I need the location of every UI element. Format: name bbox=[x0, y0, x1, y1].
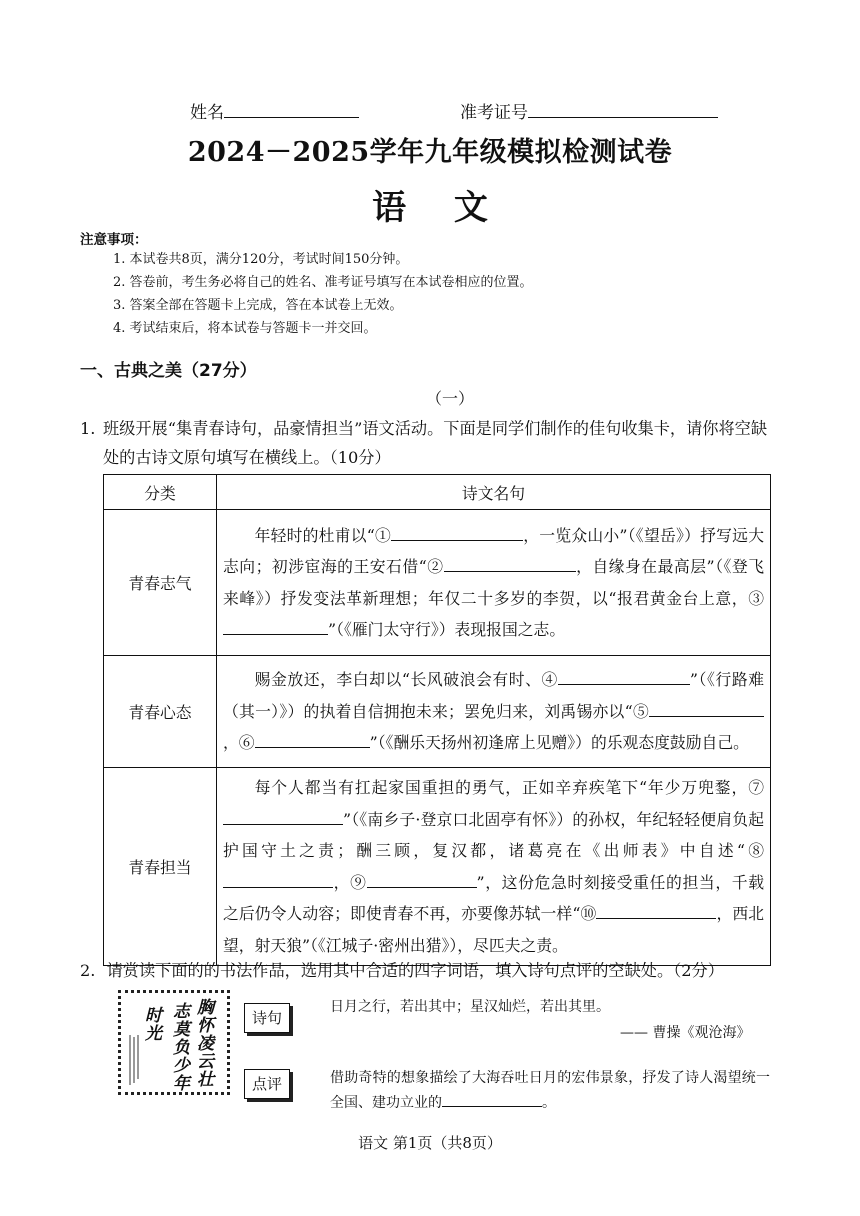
poem-author: —— 曹操《观沧海》 bbox=[620, 1025, 751, 1041]
text-segment: 赐金放还，李白却以“长风破浪会有时、④ bbox=[254, 670, 558, 690]
question-1 bbox=[80, 414, 770, 472]
header-category: 分类 bbox=[104, 475, 217, 510]
text-segment: 每个人都当有扛起家国重担的勇气，正如辛弃疾笔下“年少万兜鍪，⑦ bbox=[254, 778, 764, 797]
exam-title: 2024－2025学年九年级模拟检测试卷 bbox=[187, 137, 673, 168]
text-segment: ”（《行路难（其一）》）的执着自信拥抱未来；罢免归来，刘禹锡亦以“⑤ bbox=[223, 670, 764, 721]
answer-blank-3[interactable] bbox=[223, 634, 328, 635]
notice-title: 注意事项： bbox=[80, 232, 148, 248]
row-content bbox=[217, 510, 771, 656]
poem-line: 日月之行，若出其中；星汉灿烂，若出其里。 bbox=[330, 999, 610, 1015]
page-footer: 语文 第1页（共8页） bbox=[358, 1134, 502, 1152]
question-text: 请赏读下面的的书法作品，选用其中合适的四字词语，填入诗句点评的空缺处。（2分） bbox=[106, 961, 724, 980]
text-segment: ，西北望，射天狼”（《江城子·密州出猎》），尽匹夫之责。 bbox=[223, 904, 764, 955]
review-end: 。 bbox=[542, 1095, 556, 1111]
row-category: 青春志气 bbox=[104, 510, 217, 656]
answer-blank-1[interactable] bbox=[391, 540, 523, 541]
review-text bbox=[330, 1066, 770, 1116]
question-number: 2. bbox=[80, 961, 96, 980]
name-blank[interactable] bbox=[224, 117, 359, 118]
text-segment: ，⑨ bbox=[333, 872, 367, 892]
table-row bbox=[104, 510, 771, 656]
text-segment: ”（《雁门太守行》）表现报国之志。 bbox=[328, 620, 566, 639]
name-field[interactable] bbox=[190, 98, 359, 123]
text-segment: 年轻时的杜甫以“① bbox=[254, 525, 392, 545]
exam-id-blank[interactable] bbox=[528, 117, 718, 118]
tag-review: 点评 bbox=[244, 1069, 290, 1099]
answer-blank-7[interactable] bbox=[223, 824, 343, 825]
question-text: 班级开展“集青春诗句，品豪情担当”语文活动。下面是同学们制作的佳句收集卡，请你将空缺处的古诗文原句填写在横线上。（10分） bbox=[103, 419, 768, 467]
calligraphy-artwork bbox=[118, 990, 230, 1095]
notice-item: 1. 本试卷共8页，满分120分，考试时间150分钟。 bbox=[113, 252, 409, 267]
table-row bbox=[104, 768, 771, 966]
text-segment: ”（《南乡子·登京口北固亭有怀》）的孙权，年纪轻轻便肩负起护国守土之责；酬三顾，复汉都，诸葛亮在《出师表》中自述“⑧ bbox=[223, 809, 764, 860]
subpart-heading: （一） bbox=[425, 389, 474, 408]
text-segment: ，⑥ bbox=[223, 733, 255, 753]
subject-title: 语 文 bbox=[372, 188, 506, 228]
table-row bbox=[104, 656, 771, 768]
notice-item: 4. 考试结束后，将本试卷与答题卡一并交回。 bbox=[113, 321, 377, 336]
calligraphy-column: 胸怀凌云壮 bbox=[197, 998, 214, 1090]
answer-blank-2[interactable] bbox=[444, 571, 576, 572]
notice-item: 2. 答卷前，考生务必将自己的姓名、准考证号填写在本试卷相应的位置。 bbox=[113, 275, 533, 290]
exam-id-label: 准考证号 bbox=[460, 103, 528, 123]
row-category: 青春担当 bbox=[104, 768, 217, 966]
text-segment: ”（《酬乐天扬州初逢席上见赠》）的乐观态度鼓励自己。 bbox=[369, 733, 749, 753]
seal-inscription-icon bbox=[127, 1033, 141, 1088]
calligraphy-column: 时光 bbox=[145, 1006, 162, 1044]
answer-blank-10[interactable] bbox=[596, 918, 716, 919]
text-segment: ”，这份危急时刻接受重任的担当，千载之后仍令人动容；即使青春不再，亦要像苏轼一样“⑩ bbox=[223, 872, 764, 923]
question-number: 1. bbox=[80, 419, 96, 438]
section-heading: 一、古典之美（27分） bbox=[80, 361, 257, 381]
notice-item: 3. 答案全部在答题卡上完成，答在本试卷上无效。 bbox=[113, 298, 403, 313]
answer-blank-5[interactable] bbox=[649, 716, 764, 717]
exam-id-field[interactable] bbox=[460, 98, 718, 123]
row-content bbox=[217, 656, 771, 768]
answer-blank-8[interactable] bbox=[223, 887, 333, 888]
review-answer-blank[interactable] bbox=[442, 1106, 542, 1107]
name-label: 姓名 bbox=[190, 103, 224, 123]
text-segment: ，自缘身在最高层”（《登飞来峰》）抒发变法革新理想；年仅二十多岁的李贺，以“报君黄金台上意，③ bbox=[223, 557, 765, 608]
row-category: 青春心态 bbox=[104, 656, 217, 768]
review-body: 借助奇特的想象描绘了大海吞吐日月的宏伟景象，抒发了诗人渴望统一全国、建功立业的 bbox=[330, 1070, 770, 1111]
verse-table bbox=[103, 474, 771, 966]
table-header-row bbox=[104, 475, 771, 510]
answer-blank-6[interactable] bbox=[255, 747, 370, 748]
text-segment: ，一览众山小”（《望岳》）抒写远大志向；初涉宦海的王安石借“② bbox=[223, 525, 764, 576]
answer-blank-9[interactable] bbox=[367, 887, 477, 888]
row-content bbox=[217, 768, 771, 966]
student-info-row bbox=[0, 98, 860, 128]
tag-poem: 诗句 bbox=[244, 1003, 290, 1033]
calligraphy-column: 志莫负少年 bbox=[173, 1002, 190, 1094]
header-content: 诗文名句 bbox=[217, 475, 771, 510]
question-2 bbox=[80, 957, 780, 981]
answer-blank-4[interactable] bbox=[558, 684, 690, 685]
